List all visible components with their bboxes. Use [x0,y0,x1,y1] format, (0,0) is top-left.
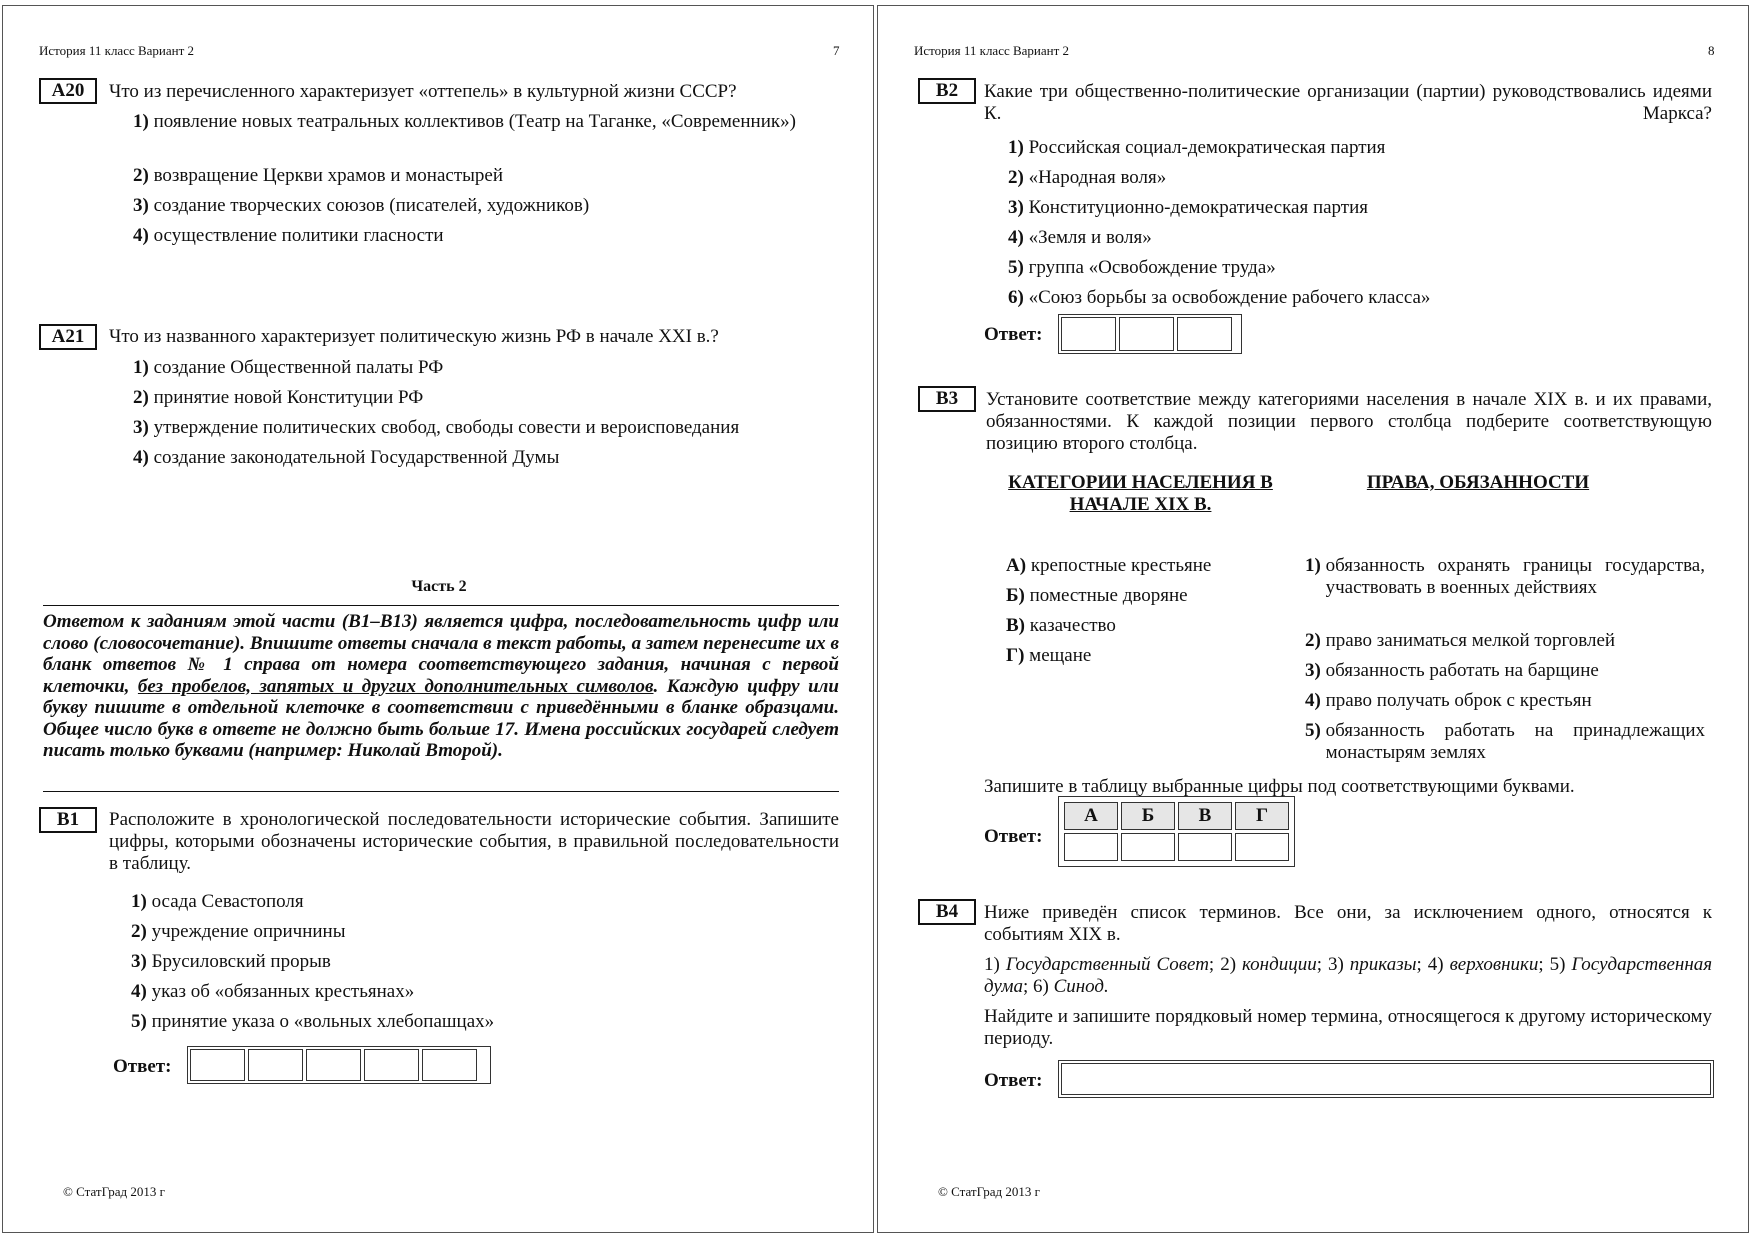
b3-left-item-a [1006,555,1211,577]
option-number: 6) [1008,287,1024,308]
option-number: 4) [131,981,147,1002]
instr-underlined: без пробелов, запятых и других дополнительных символов [137,675,654,697]
b3-right-item-2 [1305,630,1615,652]
option-text: создание творческих союзов (писателей, художников) [153,195,590,216]
question-text-a20: Что из перечисленного характеризует «оттепель» в культурной жизни СССР? [109,81,737,102]
answer-cell[interactable] [1178,833,1232,861]
item-number: 2) [1305,630,1321,651]
table-letter: Г [1235,802,1289,830]
option-text: указ об «обязанных крестьянах» [151,981,415,1002]
answer-label: Ответ: [984,324,1043,345]
question-label-b3: В3 [918,386,976,412]
option-text: утверждение политических свобод, свободы совести и вероисповедания [153,417,740,438]
item-text: обязанность охранять границы государства, участвовать в военных действиях [1325,555,1705,598]
answer-cell[interactable] [306,1049,361,1081]
option-number: 2) [133,387,149,408]
item-number: 1) [1305,555,1321,576]
option-number: 4) [133,225,149,246]
question-text-b4: Ниже приведён список терминов. Все они, за исключением одного, относятся к событиям XIX в. [984,902,1712,945]
option-number: 5) [131,1011,147,1032]
option-text: появление новых театральных коллективов (Театр на Таганке, «Современник») [153,111,796,132]
a21-option-3[interactable] [133,417,739,439]
option-text: создание Общественной палаты РФ [153,357,444,378]
table-letter: В [1178,802,1232,830]
footer: © СтатГрад 2013 г [938,1184,1040,1199]
b1-option-4[interactable] [131,981,414,1003]
b3-right-item-3 [1305,660,1599,682]
item-letter: А) [1006,555,1027,576]
item-text: право получать оброк с крестьян [1325,690,1592,711]
b1-option-2[interactable] [131,921,345,943]
instr-text-b: . Каждую цифру или букву пишите в отдельной клеточке в соответствии с приведёнными в бланке образцами. Общее число букв в ответе не должно быть больше 17. Имена российских государей следует писать только буквами (например: Николай Второй). [43,675,839,761]
option-number: 1) [131,891,147,912]
term-number: 5) [1549,954,1566,975]
item-number: 4) [1305,690,1321,711]
option-text: группа «Освобождение труда» [1028,257,1276,278]
option-text: принятие указа о «вольных хлебопашцах» [151,1011,495,1032]
option-text: «Союз борьбы за освобождение рабочего класса» [1028,287,1431,308]
b3-right-item-4 [1305,690,1592,712]
option-number: 3) [1008,197,1024,218]
b1-answer-cells[interactable] [187,1046,491,1084]
table-letter: Б [1121,802,1175,830]
item-text: мещане [1029,645,1092,666]
question-text-b2: Какие три общественно-политические организации (партии) руководствовались идеями К. Маркса? [984,81,1712,124]
table-letter: А [1064,802,1118,830]
term-text: Государственный Совет [1005,954,1209,975]
answer-cell[interactable] [248,1049,303,1081]
question-label-b1: В1 [39,807,97,833]
option-number: 3) [133,195,149,216]
b1-option-1[interactable] [131,891,304,913]
option-number: 1) [133,111,149,132]
a20-option-3[interactable] [133,195,589,217]
answer-cell[interactable] [1235,833,1289,861]
b2-option-3[interactable] [1008,197,1368,219]
answer-cell[interactable] [190,1049,245,1081]
answer-cell[interactable] [1177,317,1232,351]
item-text: право заниматься мелкой торговлей [1325,630,1616,651]
header-title: История 11 класс Вариант 2 [39,43,195,58]
option-text: «Земля и воля» [1028,227,1152,248]
item-text: крепостные крестьяне [1030,555,1212,576]
option-text: создание законодательной Государственной Думы [153,447,560,468]
b2-option-6[interactable] [1008,287,1430,309]
option-text: Брусиловский прорыв [151,951,331,972]
option-number: 2) [133,165,149,186]
b2-option-5[interactable] [1008,257,1276,279]
term-text: кондиции [1242,954,1317,975]
answer-label: Ответ: [984,826,1043,847]
part-title: Часть 2 [411,578,467,595]
b3-left-item-g [1006,645,1091,667]
option-text: Российская социал-демократическая партия [1028,137,1386,158]
header-title: История 11 класс Вариант 2 [914,43,1070,58]
instr-text-a: Ответом к заданиям этой части (В1–В13) является цифра, последовательность цифр или слово (словосочетание). Впишите ответы сначала в текст работы, а затем перенесите их в бланк ответов № 1 справа от номера соответствующего задания, начиная с первой клеточки, [43,611,839,697]
b2-option-4[interactable] [1008,227,1152,249]
divider [43,605,839,606]
option-number: 3) [133,417,149,438]
item-letter: Г) [1006,645,1025,666]
option-number: 1) [1008,137,1024,158]
answer-label: Ответ: [113,1056,172,1077]
b1-option-3[interactable] [131,951,331,973]
option-number: 4) [133,447,149,468]
column-header-categories: КАТЕГОРИИ НАСЕЛЕНИЯ В НАЧАЛЕ XIX В. [1008,472,1273,515]
b1-option-5[interactable] [131,1011,494,1033]
option-text: «Народная воля» [1028,167,1167,188]
option-number: 4) [1008,227,1024,248]
option-text: учреждение опричнины [151,921,346,942]
right-page [877,5,1749,1233]
option-text: принятие новой Конституции РФ [153,387,424,408]
a21-option-1[interactable] [133,357,443,379]
question-text-b3: Установите соответствие между категориями населения в начале XIX в. и их правами, обязанностями. К каждой позиции первого столбца подберите соответствующую позицию второго столбца. [986,389,1712,454]
b3-right-item-5 [1305,720,1705,764]
option-text: Конституционно-демократическая партия [1028,197,1369,218]
term-number: 4) [1427,954,1444,975]
a21-option-2[interactable] [133,387,423,409]
term-text: приказы [1349,954,1417,975]
a20-option-2[interactable] [133,165,503,187]
answer-cell[interactable] [1119,317,1174,351]
option-number: 2) [131,921,147,942]
item-text: обязанность работать на принадлежащих монастырям землях [1325,720,1705,763]
question-label-b4: В4 [918,899,976,925]
b4-term-list: 1) Государственный Совет; 2) кондиции; 3) приказы; 4) верховники; 5) Государственная дума; 6) Синод. [984,954,1713,997]
b3-table-instruction: Запишите в таблицу выбранные цифры под соответствующими буквами. [984,776,1575,797]
option-number: 1) [133,357,149,378]
option-number: 3) [131,951,147,972]
term-text: Государственная дума [984,954,1713,997]
b3-left-item-v [1006,615,1116,637]
question-label-a21: А21 [39,324,97,350]
b4-task: Найдите и запишите порядковый номер термина, относящегося к другому историческому периоду. [984,1006,1712,1049]
answer-label: Ответ: [984,1070,1043,1091]
answer-cell[interactable] [1064,833,1118,861]
b3-left-item-b [1006,585,1188,607]
item-number: 3) [1305,660,1321,681]
b4-answer-field[interactable] [1058,1060,1714,1098]
footer: © СтатГрад 2013 г [63,1184,165,1199]
question-text-b1: Расположите в хронологической последовательности исторические события. Запишите цифры, которыми обозначены исторические события, в правильной последовательности в таблицу. [109,809,839,874]
option-text: возвращение Церкви храмов и монастырей [153,165,504,186]
item-number: 5) [1305,720,1321,741]
option-number: 5) [1008,257,1024,278]
left-page [2,5,874,1233]
answer-cell[interactable] [1061,1063,1711,1095]
a21-option-4[interactable] [133,447,559,469]
part2-instructions [43,611,839,762]
term-number: 3) [1327,954,1344,975]
column-header-rights: ПРАВА, ОБЯЗАННОСТИ [1366,472,1590,493]
option-text: осуществление политики гласности [153,225,444,246]
answer-cell[interactable] [1061,317,1116,351]
b3-answer-table[interactable] [1058,796,1295,867]
a20-option-4[interactable] [133,225,444,247]
item-text: поместные дворяне [1029,585,1188,606]
b3-right-item-1 [1305,555,1705,599]
term-number: 1) [984,954,1000,975]
term-number: 6) [1032,976,1049,997]
divider [43,791,839,792]
answer-cell[interactable] [1121,833,1175,861]
answer-cell[interactable] [422,1049,477,1081]
page-number: 8 [1708,43,1715,58]
item-letter: В) [1006,615,1025,636]
term-text: Синод. [1053,976,1109,997]
option-text: осада Севастополя [151,891,304,912]
option-number: 2) [1008,167,1024,188]
answer-cell[interactable] [364,1049,419,1081]
item-text: казачество [1029,615,1116,636]
question-label-a20: А20 [39,78,97,104]
term-text: верховники [1449,954,1539,975]
term-number: 2) [1220,954,1237,975]
page-number: 7 [833,43,840,58]
question-label-b2: В2 [918,78,976,104]
b2-option-2[interactable] [1008,167,1166,189]
b2-answer-cells[interactable] [1058,314,1242,354]
item-letter: Б) [1006,585,1025,606]
question-text-a21: Что из названного характеризует политическую жизнь РФ в начале XXI в.? [109,326,719,347]
b2-option-1[interactable] [1008,137,1385,159]
item-text: обязанность работать на барщине [1325,660,1599,681]
a20-option-1[interactable] [133,111,839,133]
